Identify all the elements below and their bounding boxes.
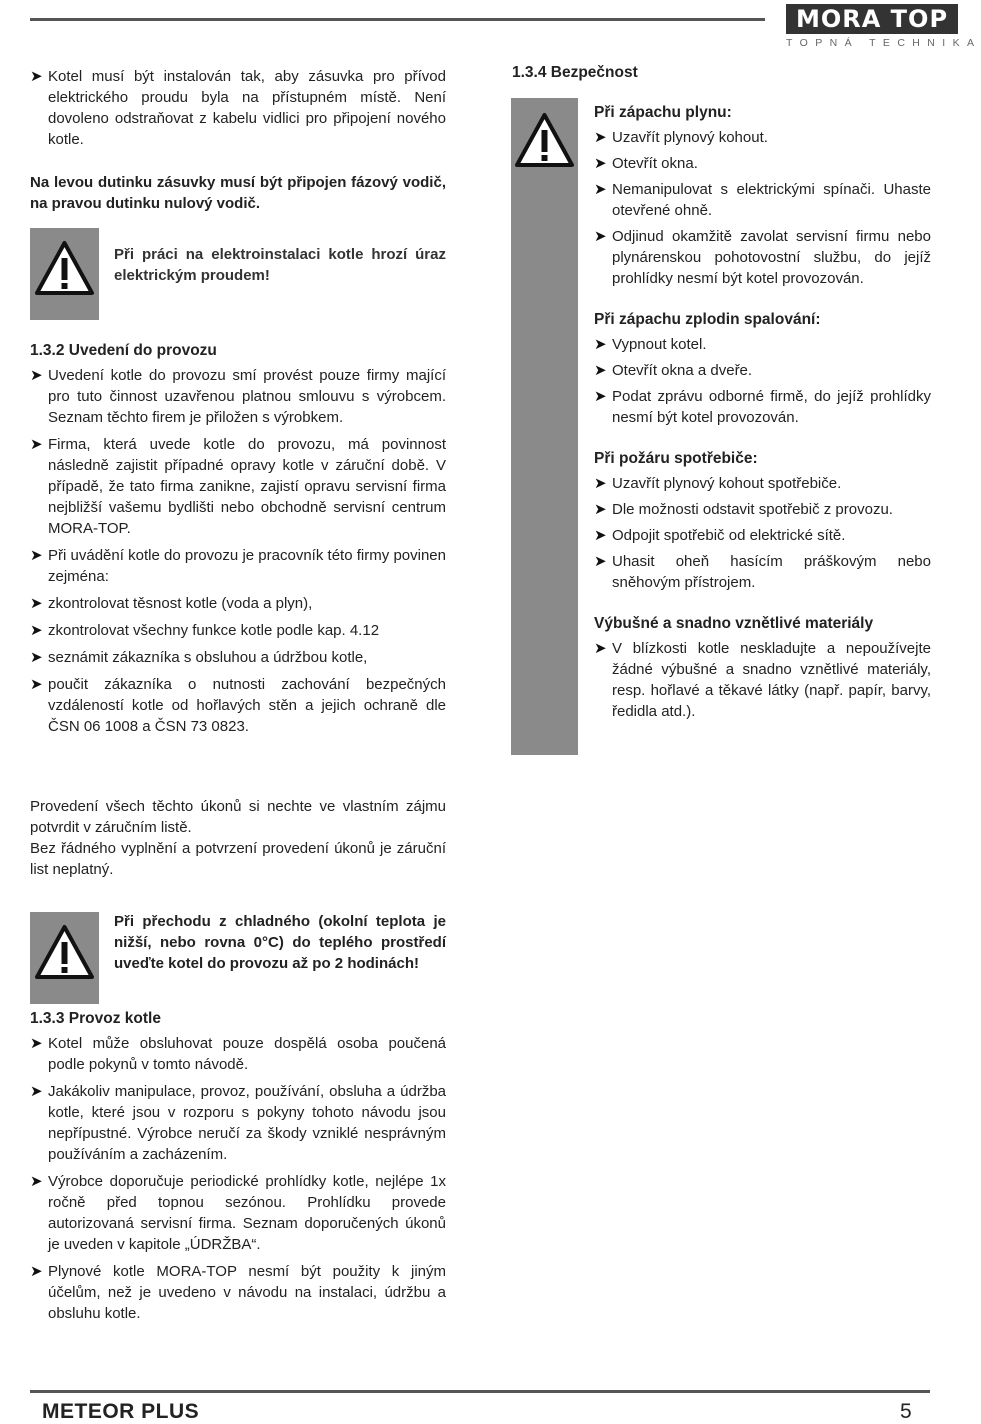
list-item: ➤ Uhasit oheň hasícím práškovým nebo sněhovým přístrojem. [594,553,931,591]
arrow-bullet-icon: ➤ [30,676,43,693]
footer-title: METEOR PLUS [42,1400,200,1423]
arrow-bullet-icon: ➤ [30,595,43,612]
explosive-heading: Výbušné a snadno vznětlivé materiály [594,615,874,632]
list-item: ➤ poučit zákazníka o nutnosti zachování bezpečných vzdáleností kotle od hořlavých stěn a jejich ochraně dle ČSN 06 1008 a ČSN 73 0823. [30,676,446,735]
list-item: ➤ Nemanipulovat s elektrickými spínači. Uhaste otevřené ohně. [594,181,931,219]
warning-panel [511,98,578,755]
arrow-bullet-icon: ➤ [594,553,607,570]
arrow-bullet-icon: ➤ [594,181,607,198]
logo-text: MORA TOP [786,4,958,34]
section-1-3-3 [30,1008,446,1324]
arrow-bullet-icon: ➤ [594,228,607,245]
list-item: ➤ Uvedení kotle do provozu smí provést pouze firmy mající pro tuto činnost uzavřenou platnou smlouvu s výrobcem. Seznam těchto firem je přiložen s výrobkem. [30,367,446,426]
list-item: ➤ Firma, která uvede kotle do provozu, má povinnost následně zajistit případné opravy kotle v záruční době. V případě, že tato firma zanikne, zajistí opravu servisní firma nejbližší vašemu bydlišti nebo obchodně servisní centrum MORA-TOP. [30,436,446,537]
header-rule [30,18,765,21]
arrow-bullet-icon: ➤ [30,1173,43,1190]
arrow-bullet-icon: ➤ [594,155,607,172]
phase-note: Na levou dutinku zásuvky musí být připojen fázový vodič, na pravou dutinku nulový vodič. [30,174,446,212]
warning-cold-text: Při přechodu z chladného (okolní teplota je nižší, nebo rovna 0°C) do teplého prostředí uveďte kotel do provozu až po 2 hodinách! [114,913,446,972]
list-item: ➤ seznámit zákazníka s obsluhou a údržbou kotle, [30,649,368,666]
list-item: ➤ Odjinud okamžitě zavolat servisní firmu nebo plynárenskou pohotovostní službu, do jejíž prohlídky nesmí být kotel provozován. [594,228,931,287]
arrow-bullet-icon: ➤ [594,475,607,492]
arrow-bullet-icon: ➤ [30,1083,43,1100]
list-item: ➤ Plynové kotle MORA-TOP nesmí být použity k jiným účelům, než je uvedeno v návodu na instalaci, údržbu a obsluhu kotle. [30,1263,446,1322]
arrow-bullet-icon: ➤ [30,68,43,85]
section-title: 1.3.3 Provoz kotle [30,1010,161,1027]
list-item: ➤ Výrobce doporučuje periodické prohlídky kotle, nejlépe 1x ročně před topnou sezónou. Prohlídku provede autorizovaná servisní firma. Seznam doporučených úkonů je uveden v kapitole „ÚDRŽBA“. [30,1173,446,1253]
arrow-bullet-icon: ➤ [30,649,43,666]
warning-text [114,911,446,974]
arrow-bullet-icon: ➤ [30,367,43,384]
list-item: ➤ Dle možnosti odstavit spotřebič z provozu. [594,501,893,518]
list-item: ➤ Otevřít okna a dveře. [594,362,753,379]
fire-heading: Při požáru spotřebiče: [594,450,758,467]
arrow-bullet-icon: ➤ [594,129,607,146]
list-item: ➤ Kotel může obsluhovat pouze dospělá osoba poučená podle pokynů v tomto návodě. [30,1035,446,1073]
arrow-bullet-icon: ➤ [594,501,607,518]
footer-rule [30,1390,930,1393]
list-item: ➤ Kotel musí být instalován tak, aby zásuvka pro přívod elektrického proudu byla na přístupném místě. Není dovoleno odstraňovat z kabelu vidlici pro připojení nového kotle. [30,68,446,148]
list-item: ➤ zkontrolovat všechny funkce kotle podle kap. 4.12 [30,622,380,639]
warning-text [114,244,446,286]
warning-triangle-icon [514,112,575,168]
section-title: 1.3.4 Bezpečnost [512,64,638,81]
page-number: 5 [900,1400,912,1423]
list-item: ➤ V blízkosti kotle neskladujte a nepoužívejte žádné výbušné a snadno vznětlivé materiály, resp. hořlavé a těkavé látky (např. papír, barvy, ředidla atd.). [594,640,931,720]
list-item: ➤ Odpojit spotřebič od elektrické sítě. [594,527,846,544]
arrow-bullet-icon: ➤ [594,527,607,544]
list-item: ➤ zkontrolovat těsnost kotle (voda a plyn), [30,595,313,612]
mora-top-logo [786,4,981,49]
arrow-bullet-icon: ➤ [30,1263,43,1280]
list-item: ➤ Uzavřít plynový kohout. [594,129,768,146]
arrow-bullet-icon: ➤ [594,640,607,657]
list-item: ➤ Podat zprávu odborné firmě, do jejíž prohlídky nesmí být kotel provozován. [594,388,931,426]
arrow-bullet-icon: ➤ [30,547,43,564]
arrow-bullet-icon: ➤ [594,336,607,353]
warning-panel [30,912,99,1004]
section-1-3-4-title-wrap [512,62,932,83]
warning-electric-text: Při práci na elektroinstalaci kotle hrozí úraz elektrickým proudem! [114,246,446,284]
logo-subtitle: TOPNÁ TECHNIKA [786,37,981,49]
warning-triangle-icon [34,240,95,296]
safety-content [594,102,931,722]
list-item: ➤ Jakákoliv manipulace, provoz, používání, obsluha a údržba kotle, které jsou v rozporu s pokyny tohoto návodu jsou nepřípustné. Výrobce neručí za škody vzniklé nesprávným používáním a zacházením. [30,1083,446,1163]
confirm-note: Provedení všech těchto úkonů si nechte ve vlastním zájmu potvrdit v záručním listě. [30,798,446,836]
list-item: ➤ Vypnout kotel. [594,336,707,353]
list-item: ➤ Otevřít okna. [594,155,698,172]
flue-heading: Při zápachu zplodin spalování: [594,311,821,328]
section-1-3-2 [30,340,446,737]
arrow-bullet-icon: ➤ [30,436,43,453]
list-item: ➤ Uzavřít plynový kohout spotřebiče. [594,475,842,492]
invalid-note: Bez řádného vyplnění a potvrzení provedení úkonů je záruční list neplatný. [30,840,446,878]
gas-heading: Při zápachu plynu: [594,104,732,121]
warning-triangle-icon [34,924,95,980]
arrow-bullet-icon: ➤ [30,1035,43,1052]
confirm-notes [30,796,446,880]
warning-panel [30,228,99,320]
arrow-bullet-icon: ➤ [30,622,43,639]
list-item: ➤ Při uvádění kotle do provozu je pracovník této firmy povinen zejména: [30,547,446,585]
arrow-bullet-icon: ➤ [594,362,607,379]
left-intro [30,66,446,214]
section-title: 1.3.2 Uvedení do provozu [30,342,217,359]
arrow-bullet-icon: ➤ [594,388,607,405]
